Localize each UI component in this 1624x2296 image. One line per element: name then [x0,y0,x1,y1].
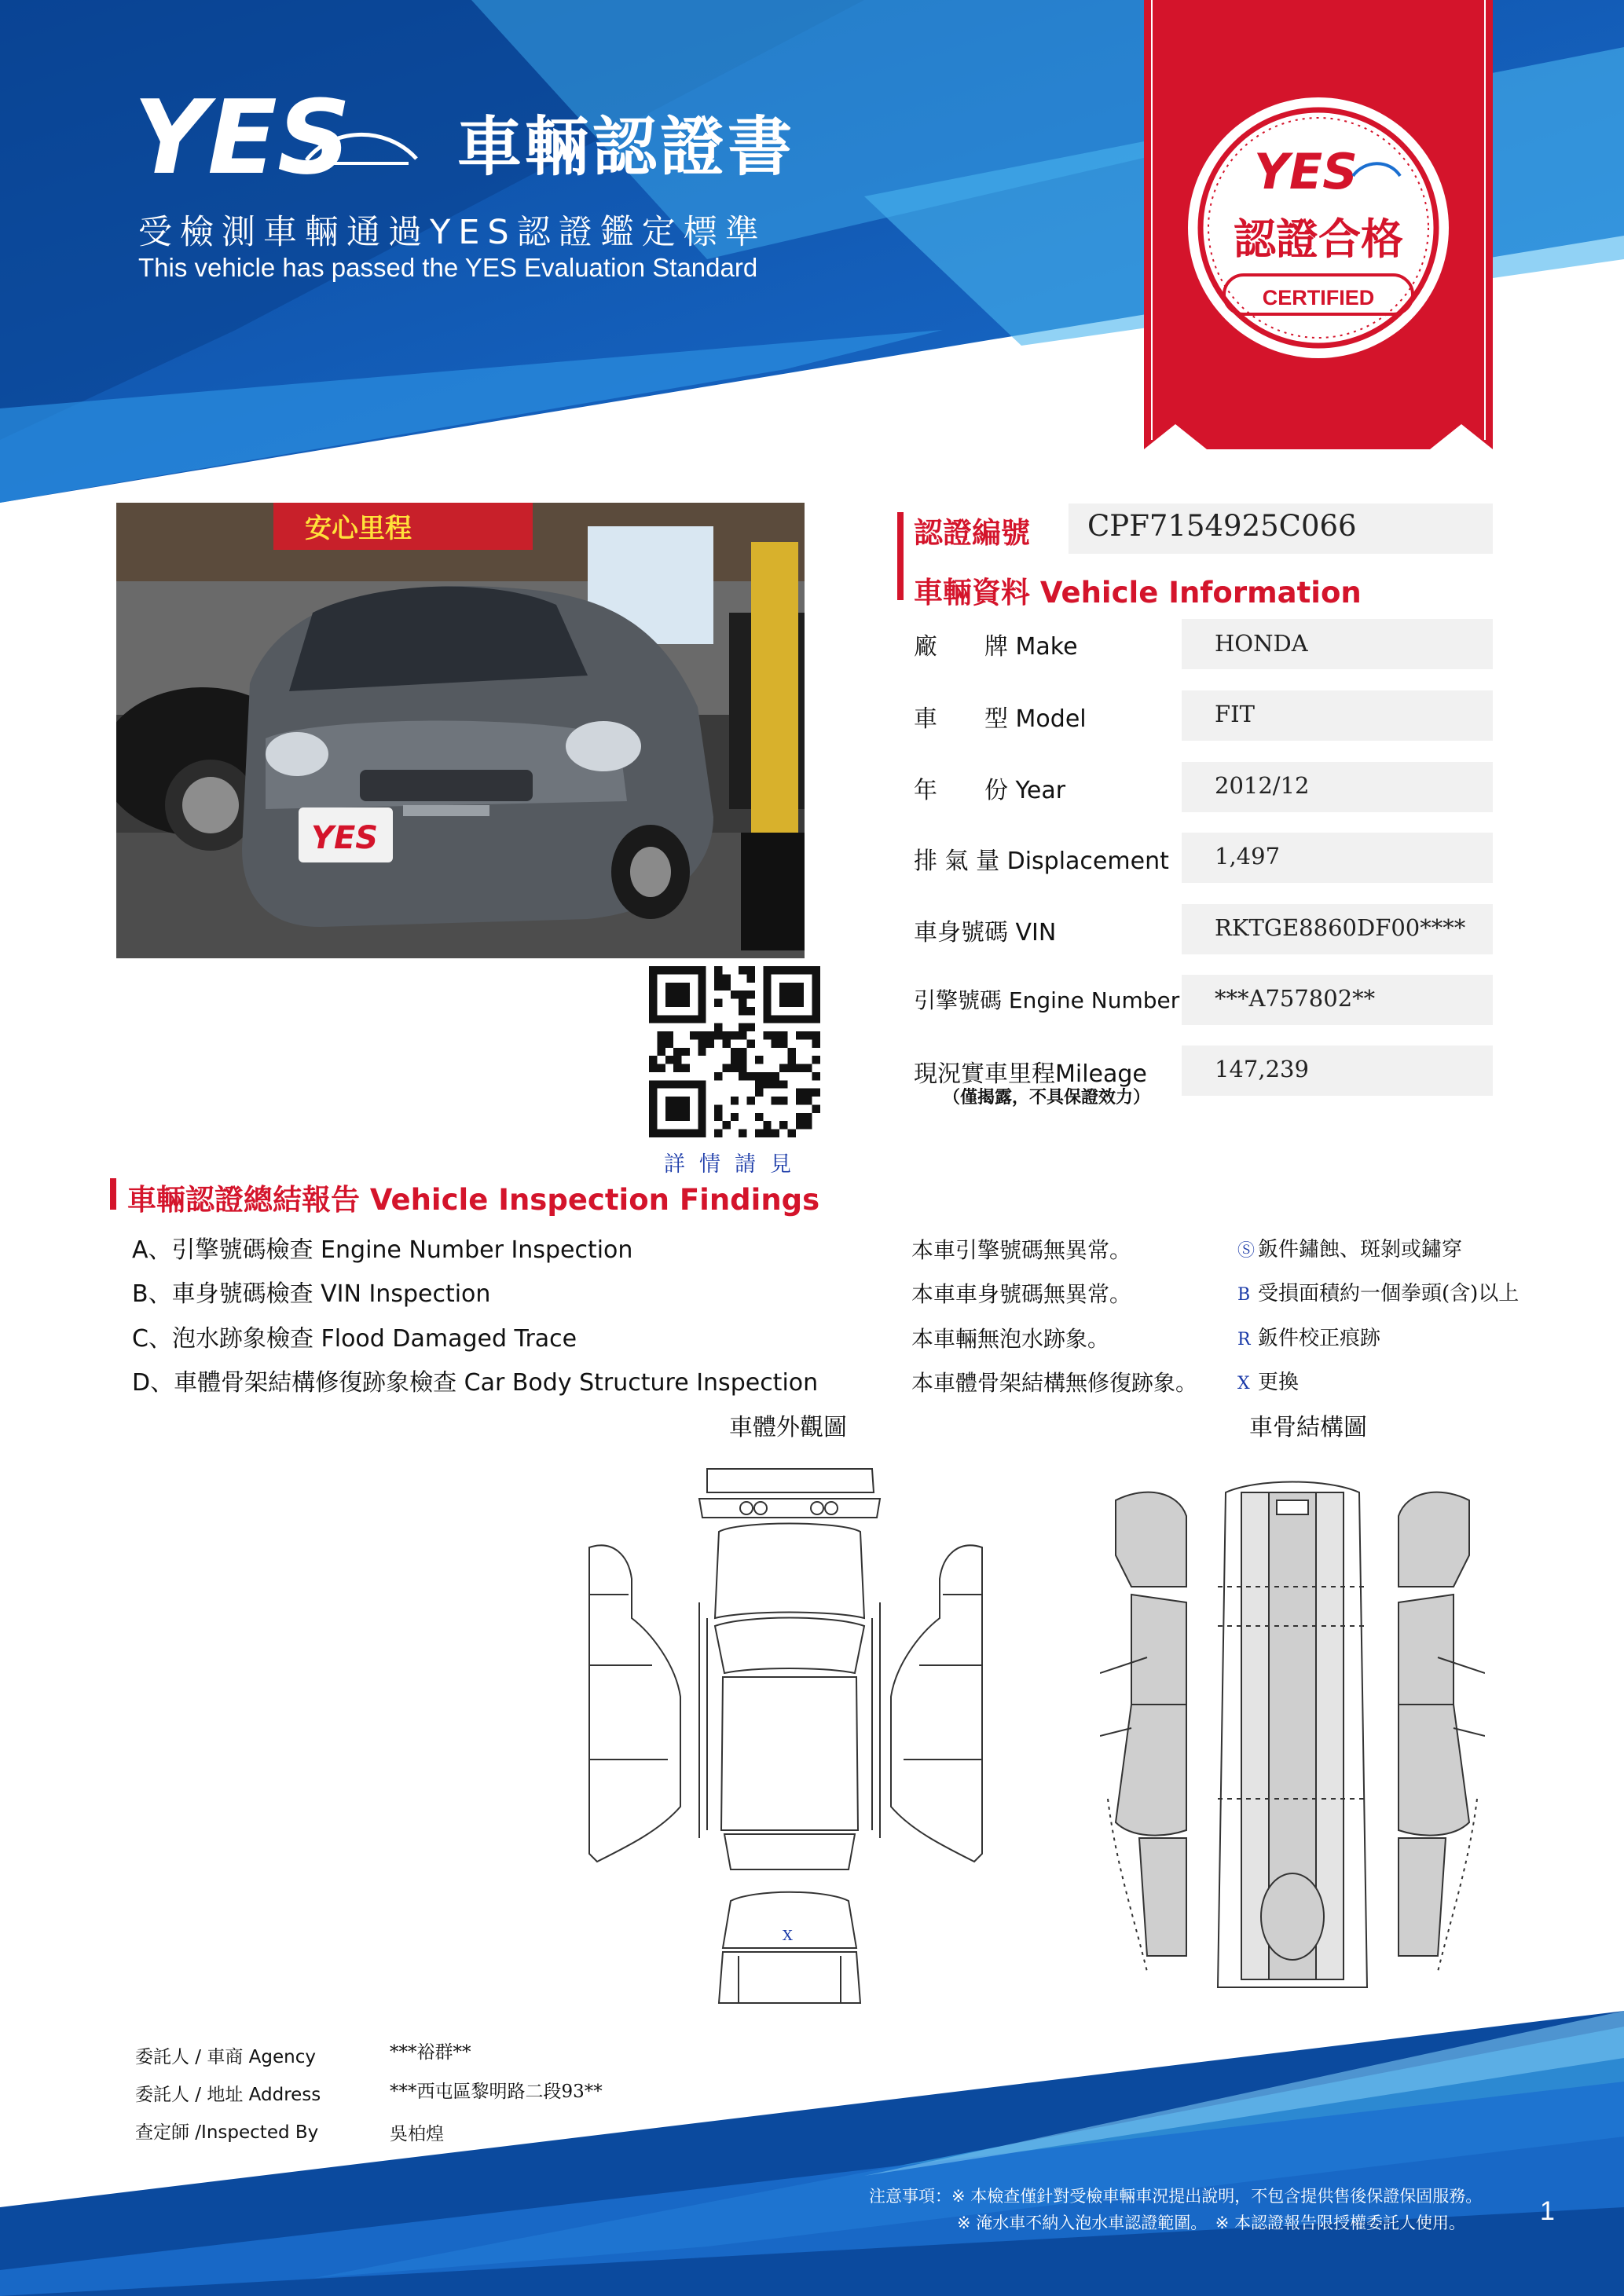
vehicle-photo [116,503,805,958]
qr-code[interactable] [649,966,820,1137]
info-label-year: 年 份 Year [914,777,1066,804]
finding-value-structure: 本車體骨架結構無修復跡象。 [911,1370,1198,1396]
finding-value-flood: 本車輛無泡水跡象。 [911,1326,1110,1352]
legend-item-repair [1237,1322,1380,1351]
page-number: 1 [1540,2196,1555,2226]
subtitle-zh: 受檢測車輛通過YES認證鑑定標準 [138,213,767,252]
stamp-logo-text: YES [1254,143,1358,200]
agency-value: ***裕群** [390,2042,471,2063]
cert-accent-bar [897,512,904,600]
finding-label-vin: B、車身號碼檢查 VIN Inspection [132,1280,491,1308]
yes-logo-text: YES [134,78,351,190]
structure-diagram-title: 車骨結構圖 [1249,1414,1367,1441]
legend-item-damage [1237,1277,1519,1306]
address-value: ***西屯區黎明路二段93** [390,2082,603,2102]
yes-logo [126,72,424,190]
info-value-vin: RKTGE8860DF00**** [1215,914,1466,941]
info-label-vin: 車身號碼 VIN [914,919,1057,947]
footer-note-line1: 注意事項：※ 本檢查僅針對受檢車輛車況提出說明，不包含提供售後保證保固服務。 [869,2187,1483,2206]
info-value-displacement: 1,497 [1215,843,1281,870]
exterior-replace-mark: X [783,1928,793,1944]
info-value-model: FIT [1215,701,1255,727]
cert-number-label: 認證編號 [914,516,1030,550]
exterior-diagram [581,1461,990,2011]
footer-note-line2: ※ 淹水車不納入泡水車認證範圍。 ※ 本認證報告限授權委託人使用。 [957,2214,1466,2232]
legend-text: 更換 [1258,1371,1300,1394]
finding-label-flood: C、泡水跡象檢查 Flood Damaged Trace [132,1325,577,1353]
info-value-year: 2012/12 [1215,772,1310,799]
info-value-engine-number: ***A757802** [1215,985,1376,1012]
structure-diagram [1100,1469,1485,2003]
legend-text: 鈑件校正痕跡 [1258,1327,1381,1350]
certificate-title: 車輛認證書 [457,110,796,185]
address-label: 委託人 / 地址 Address [135,2085,321,2105]
photo-banner-text: 安心里程 [305,513,412,544]
info-value-mileage: 147,239 [1215,1056,1309,1082]
inspector-label: 查定師 /Inspected By [135,2122,319,2143]
info-label-displacement: 排 氣 量 Displacement [914,848,1169,875]
legend-item-rust [1237,1233,1462,1262]
info-value-make: HONDA [1215,630,1308,657]
info-label-model: 車 型 Model [914,705,1087,733]
info-label-make: 廠 牌 Make [914,633,1078,661]
legend-text: 受損面積約一個拳頭(含)以上 [1258,1282,1520,1305]
photo-plate-text: YES [311,820,379,856]
legend-symbol-r: R [1237,1330,1251,1349]
findings-title: 車輛認證總結報告 Vehicle Inspection Findings [127,1183,820,1217]
legend-text: 鈑件鏽蝕、斑剝或鏽穿 [1258,1238,1463,1262]
cert-number-value: CPF7154925C066 [1087,509,1357,543]
findings-accent-bar [110,1178,116,1210]
agency-label: 委託人 / 車商 Agency [135,2047,316,2067]
legend-symbol-b: B [1237,1285,1251,1305]
info-label-mileage: 現況實車里程Mileage [914,1060,1147,1088]
inspector-value: 吳柏煌 [390,2124,444,2144]
subtitle-en: This vehicle has passed the YES Evaluation Standard [138,253,758,282]
mileage-note: （僅揭露，不具保證效力） [943,1088,1151,1108]
finding-label-structure: D、車體骨架結構修復跡象檢查 Car Body Structure Inspection [132,1369,819,1397]
legend-symbol-x: X [1237,1374,1250,1393]
legend-symbol-s: Ⓢ [1237,1241,1256,1261]
stamp-certified-text: CERTIFIED [1262,286,1375,309]
footer-background [0,2011,1624,2296]
exterior-diagram-title: 車體外觀圖 [729,1414,847,1441]
info-label-engine-number: 引擎號碼 Engine Number [914,987,1180,1013]
finding-value-engine: 本車引擎號碼無異常。 [911,1237,1132,1263]
stamp-main-text: 認證合格 [1234,214,1403,264]
vehicle-info-title: 車輛資料 Vehicle Information [914,576,1362,610]
legend-item-replace [1237,1366,1299,1395]
finding-value-vin: 本車車身號碼無異常。 [911,1281,1132,1307]
qr-caption: 詳情請見 [664,1152,805,1177]
finding-label-engine: A、引擎號碼檢查 Engine Number Inspection [132,1236,633,1264]
